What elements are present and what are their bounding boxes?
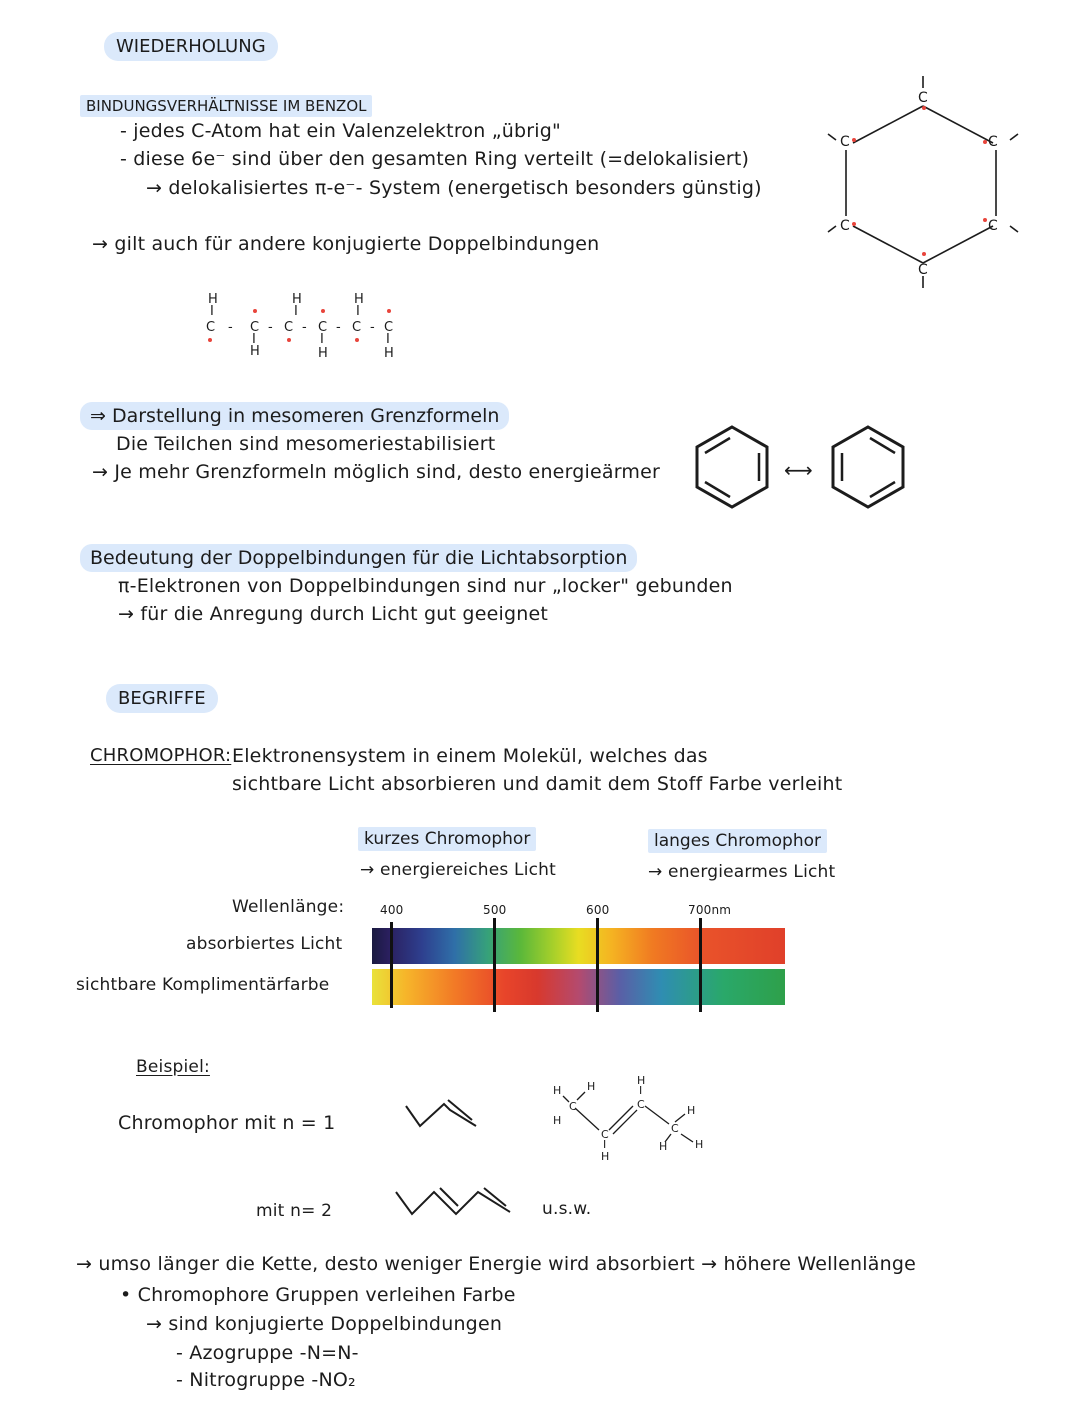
benzol-line-4: → gilt auch für andere konjugierte Doppelbindungen <box>92 233 600 255</box>
tick-600 <box>596 918 599 1012</box>
conclusion-line-1: → umso länger die Kette, desto weniger Energie wird absorbiert → höhere Wellenlänge <box>76 1253 916 1275</box>
skeletal-formula-n1 <box>400 1098 485 1134</box>
butadiene-c: C <box>671 1122 679 1135</box>
ring-atom-right-bottom: C <box>988 218 998 234</box>
long-chromophor-label: langes Chromophor <box>648 829 827 853</box>
chain-h: H <box>292 292 302 307</box>
wavelength-label: Wellenlänge: <box>232 897 345 917</box>
conclusion-line-5: - Nitrogruppe -NO₂ <box>176 1369 356 1391</box>
chain-vbond: I <box>252 332 256 347</box>
butadiene-h: H <box>695 1138 704 1151</box>
tick-700 <box>699 918 702 1012</box>
butadiene-h: H <box>637 1074 646 1087</box>
butadiene-c: C <box>601 1128 609 1141</box>
benzol-line-1: - jedes C-Atom hat ein Valenzelektron „übrig" <box>120 120 561 142</box>
benzol-line-2: - diese 6e⁻ sind über den gesamten Ring verteilt (=delokalisiert) <box>120 148 750 170</box>
butadiene-h: H <box>601 1150 610 1163</box>
complementary-color-label: sichtbare Komplimentärfarbe <box>76 975 330 995</box>
tick-label-400: 400 <box>380 903 404 917</box>
example-n1-label: Chromophor mit n = 1 <box>118 1112 336 1134</box>
short-chromophor-label: kurzes Chromophor <box>358 827 536 851</box>
chain-c: C <box>206 320 216 335</box>
tick-label-500: 500 <box>483 903 507 917</box>
chain-h: H <box>208 292 218 307</box>
section-label-begriffe: BEGRIFFE <box>106 684 218 713</box>
tick-label-700nm: 700nm <box>688 903 732 917</box>
chain-bond: - <box>302 320 307 335</box>
chain-c: C <box>250 320 260 335</box>
chain-bond: - <box>336 320 341 335</box>
chain-h: H <box>354 292 364 307</box>
chain-h: H <box>250 344 260 359</box>
chain-bond: - <box>228 320 233 335</box>
chain-vbond: I <box>356 304 360 319</box>
chain-c: C <box>284 320 294 335</box>
ring-atom-right-top: C <box>988 134 998 150</box>
butadiene-c: C <box>637 1098 645 1111</box>
chain-c: C <box>384 320 394 335</box>
structural-formula-butadiene <box>545 1072 715 1167</box>
conclusion-line-2: • Chromophore Gruppen verleihen Farbe <box>120 1284 516 1306</box>
conjugated-chain-structure <box>200 285 410 365</box>
etc-label: u.s.w. <box>542 1199 592 1219</box>
ring-atom-bottom: C <box>918 262 928 278</box>
short-chromophor-sub: → energiereiches Licht <box>360 860 557 880</box>
benzol-line-3: → delokalisiertes π-e⁻- System (energetisch besonders günstig) <box>146 177 762 199</box>
butadiene-h: H <box>687 1104 696 1117</box>
resonance-arrow: ⟷ <box>784 458 813 482</box>
butadiene-h: H <box>587 1080 596 1093</box>
conclusion-line-4: - Azogruppe -N=N- <box>176 1342 359 1364</box>
ring-atom-left-bottom: C <box>840 218 850 234</box>
ring-atom-left-top: C <box>840 134 850 150</box>
chromophor-definition-1: Elektronensystem in einem Molekül, welches das <box>232 745 708 767</box>
chain-h: H <box>384 346 394 361</box>
example-label: Beispiel: <box>136 1057 210 1077</box>
butadiene-c: C <box>569 1100 577 1113</box>
tick-label-600: 600 <box>586 903 610 917</box>
chain-c: C <box>318 320 328 335</box>
butadiene-vbond: I <box>639 1084 643 1097</box>
absorbed-light-spectrum-bar <box>372 928 785 964</box>
chromophor-term: CHROMOPHOR: <box>90 745 232 766</box>
chain-c: C <box>352 320 362 335</box>
butadiene-h: H <box>659 1140 668 1153</box>
long-chromophor-sub: → energiearmes Licht <box>648 862 836 882</box>
example-n2-label: mit n= 2 <box>256 1201 333 1221</box>
chromophor-definition-2: sichtbare Licht absorbieren und damit dem Stoff Farbe verleiht <box>232 773 843 795</box>
mesomer-line-1: Die Teilchen sind mesomeriestabilisiert <box>116 433 496 455</box>
tick-500 <box>493 918 496 1012</box>
chain-vbond: I <box>320 332 324 347</box>
absorbed-light-label: absorbiertes Licht <box>186 934 343 954</box>
chain-h: H <box>318 346 328 361</box>
butadiene-h: H <box>553 1084 562 1097</box>
chain-bond: - <box>370 320 375 335</box>
benzol-heading: BINDUNGSVERHÄLTNISSE IM BENZOL <box>80 95 372 117</box>
ring-atom-top: C <box>918 90 928 106</box>
skeletal-formula-n2 <box>392 1186 522 1222</box>
chain-vbond: I <box>386 332 390 347</box>
conclusion-line-3: → sind konjugierte Doppelbindungen <box>146 1313 503 1335</box>
butadiene-h: H <box>553 1114 562 1127</box>
mesomer-line-2: → Je mehr Grenzformeln möglich sind, desto energieärmer <box>92 461 661 483</box>
chain-vbond: I <box>294 304 298 319</box>
chain-vbond: I <box>210 304 214 319</box>
chain-bond: - <box>268 320 273 335</box>
doppel-line-1: π-Elektronen von Doppelbindungen sind nur „locker" gebunden <box>118 575 733 597</box>
complementary-color-spectrum-bar <box>372 969 785 1005</box>
butadiene-vbond: I <box>603 1138 607 1151</box>
doppel-heading: Bedeutung der Doppelbindungen für die Lichtabsorption <box>80 544 637 572</box>
benzene-electron-ring-diagram <box>818 68 1028 293</box>
tick-400 <box>390 922 393 1008</box>
doppel-line-2: → für die Anregung durch Licht gut geeignet <box>118 603 548 625</box>
section-label-wiederholung: WIEDERHOLUNG <box>104 32 278 61</box>
mesomer-heading: ⇒ Darstellung in mesomeren Grenzformeln <box>80 402 509 430</box>
